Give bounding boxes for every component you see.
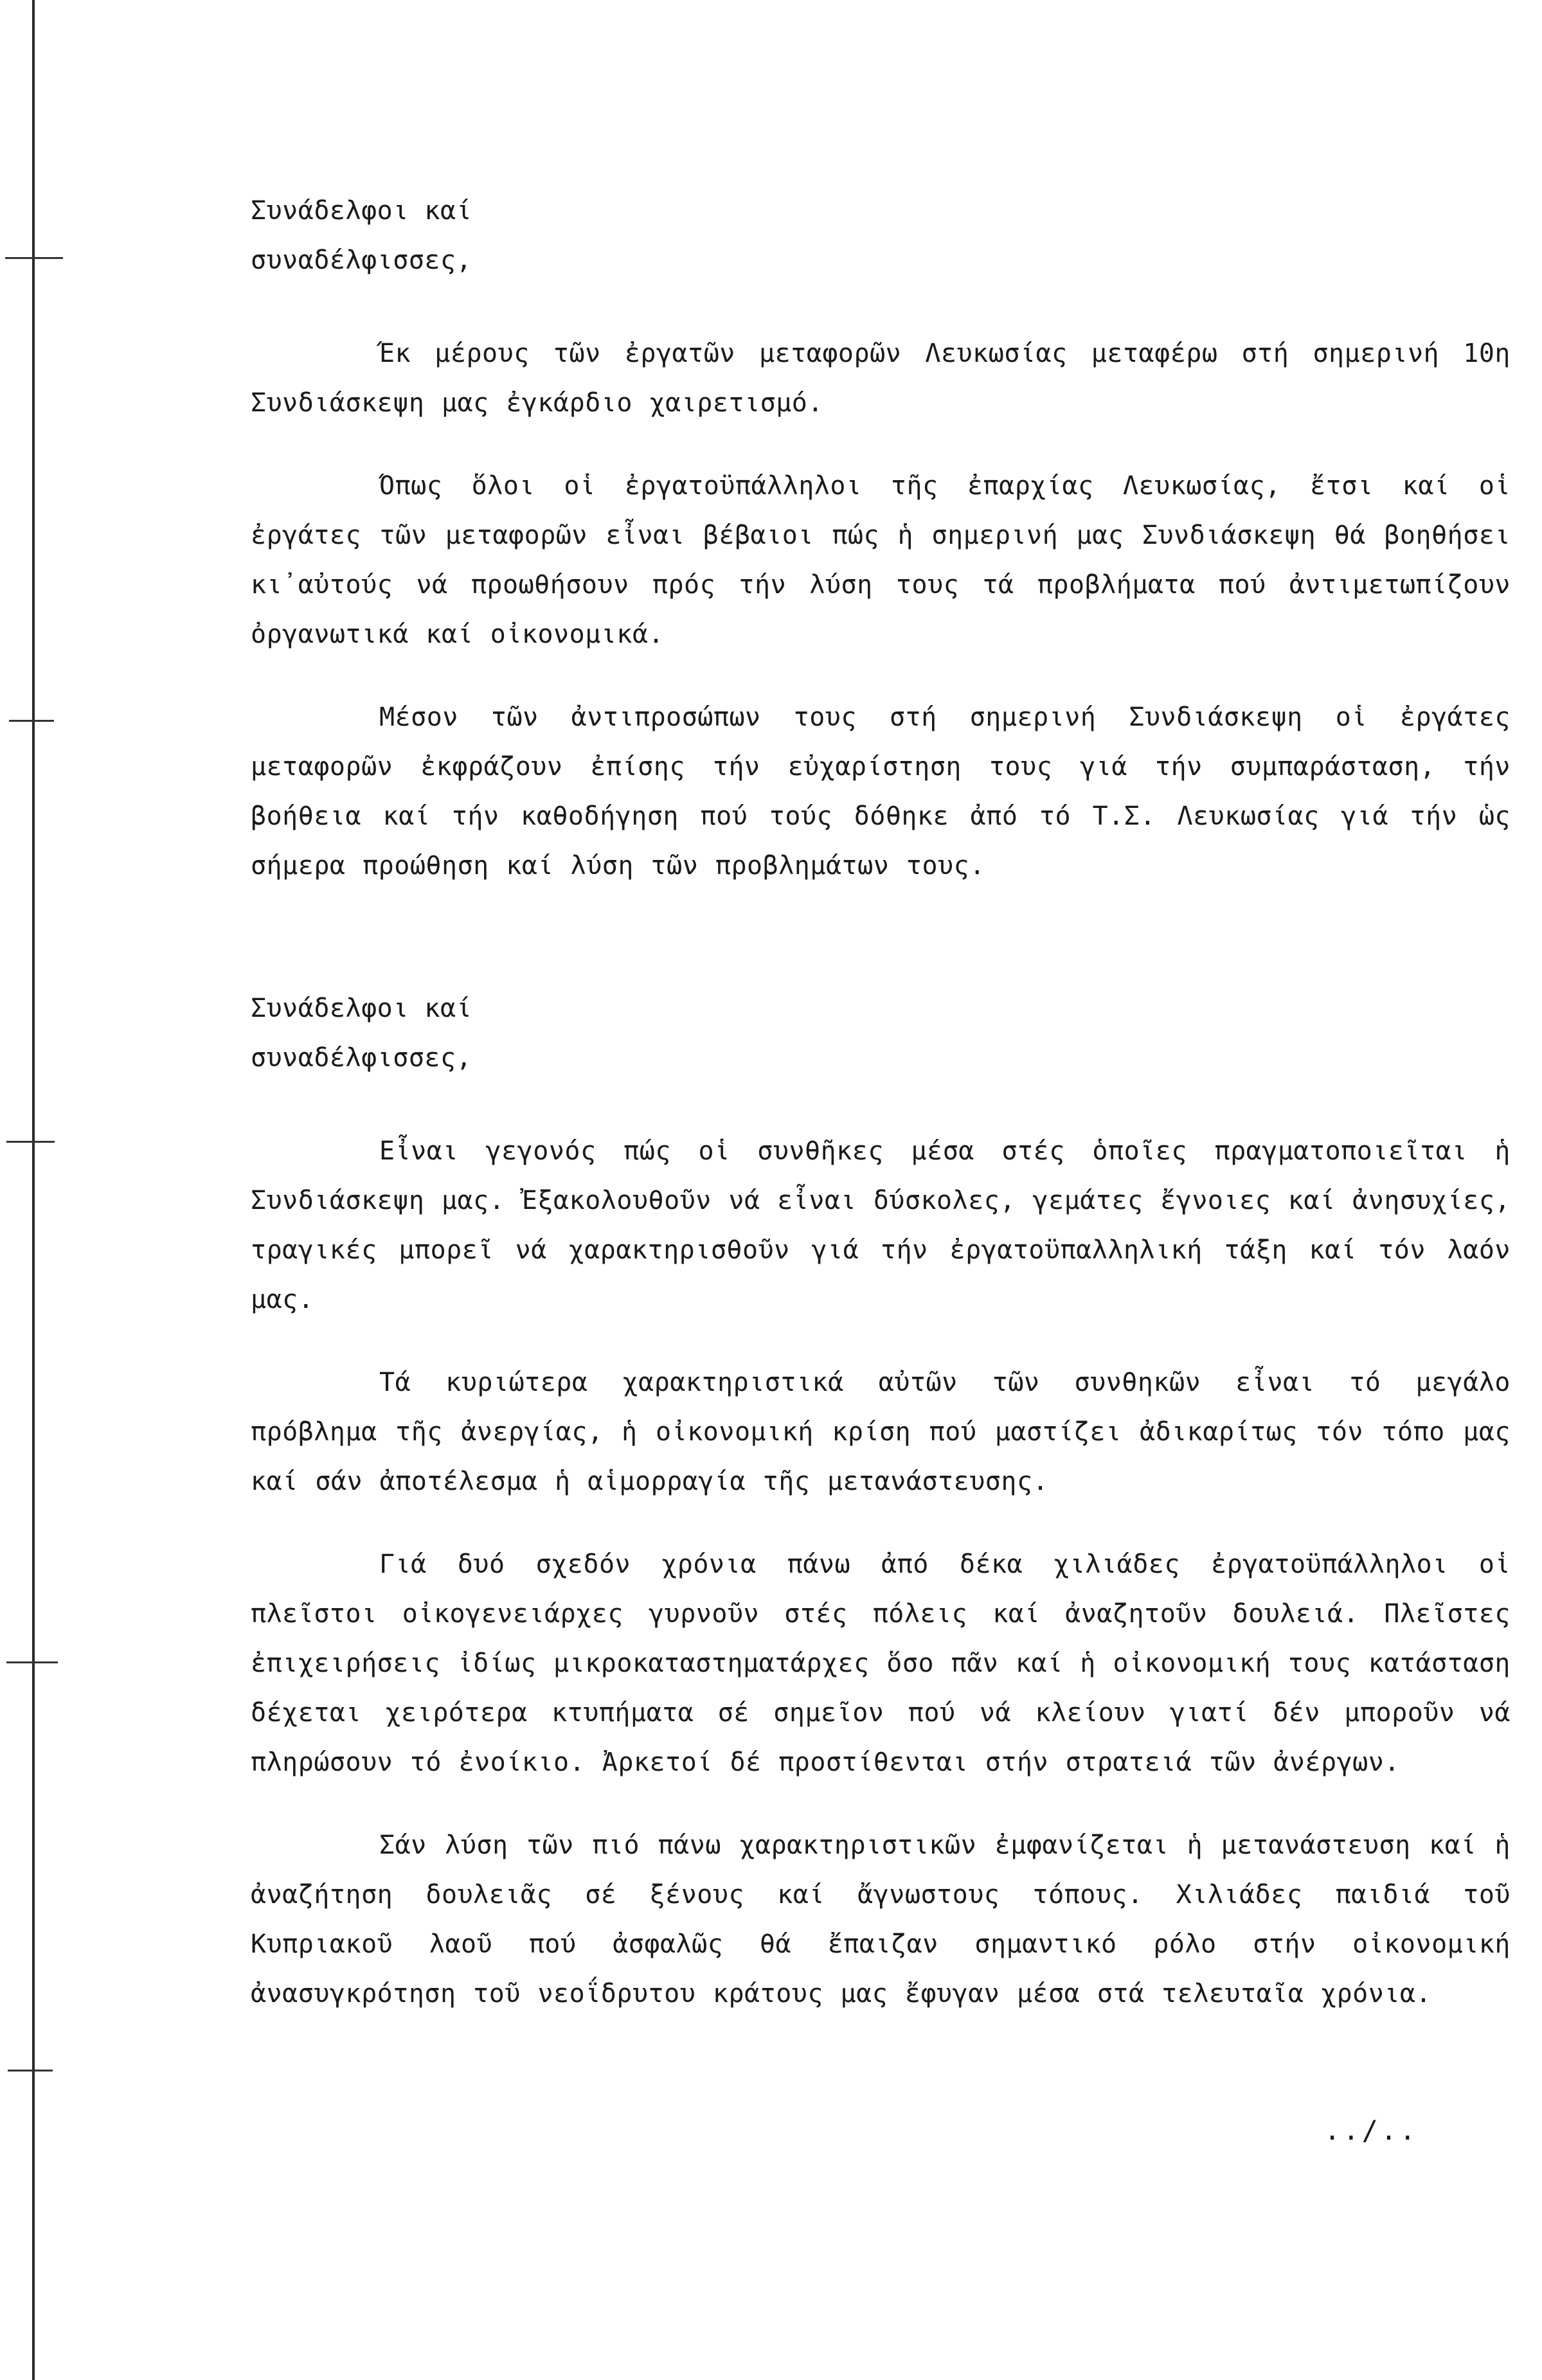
salutation-line: συναδέλφισσες, [251,1043,472,1073]
salutation [251,186,1511,285]
continuation-mark: ../.. [1324,2115,1419,2146]
salutation-line: συναδέλφισσες, [251,246,472,275]
margin-tick [6,1141,55,1143]
letter-body [251,186,1511,2019]
paragraph: Σάν λύση τῶν πιό πάνω χαρακτηριστικῶν ἐμφανίζεται ἡ μετανάστευση καί ἡ ἀναζήτηση δουλειᾶς σέ ξένους καί ἄγνωστους τόπους. Χιλιάδες παιδιά τοῦ Κυπριακοῦ λαοῦ πού ἀσφαλῶς θά ἔπαιζαν σημαντικό ρόλο στήν οἰκονομική ἀνασυγκρότηση τοῦ νεοΐδρυτου κράτους μας ἔφυγαν μέσα στά τελευταῖα χρόνια. [251,1830,1511,2009]
paragraph: Γιά δυό σχεδόν χρόνια πάνω ἀπό δέκα χιλιάδες ἐργατοϋπάλληλοι οἱ πλεῖστοι οἰκογενειάρχες γυρνοῦν στές πόλεις καί ἀναζητοῦν δουλειά. Πλεῖστες ἐπιχειρήσεις ἰδίως μικροκαταστηματάρχες ὅσο πᾶν καί ἡ οἰκονομική τους κατάσταση δέχεται χειρότερα κτυπήματα σέ σημεῖον πού νά κλείουν γιατί δέν μποροῦν νά πληρώσουν τό ἐνοίκιο. Ἀρκετοί δέ προστίθενται στήν στρατειά τῶν ἀνέργων. [251,1550,1511,1777]
salutation-line: Συνάδελφοι καί [251,994,472,1023]
paragraph: Μέσον τῶν ἀντιπροσώπων τους στή σημερινή Συνδιάσκεψη οἱ ἐργάτες μεταφορῶν ἐκφράζουν ἐπίσης τήν εὐχαρίστηση τους γιά τήν συμπαράσταση, τήν βοήθεια καί τήν καθοδήγηση πού τούς δόθηκε ἀπό τό Τ.Σ. Λευκωσίας γιά τήν ὡς σήμερα προώθηση καί λύση τῶν προβλημάτων τους. [251,702,1511,881]
salutation-line: Συνάδελφοι καί [251,196,472,226]
paragraph: Εἶναι γεγονός πώς οἱ συνθῆκες μέσα στές ὁποῖες πραγματοποιεῖται ἡ Συνδιάσκεψη μας. Ἐξακολουθοῦν νά εἶναι δύσκολες, γεμάτες ἔγνοιες καί ἀνησυχίες, τραγικές μπορεῖ νά χαρακτηρισθοῦν γιά τήν ἐργατοϋπαλληλική τάξη καί τόν λαόν μας. [251,1136,1511,1314]
margin-tick [5,257,63,259]
margin-tick [8,2070,53,2071]
margin-tick [6,1661,58,1663]
paragraph: Όπως ὅλοι οἱ ἐργατοϋπάλληλοι τῆς ἐπαρχίας Λευκωσίας, ἔτσι καί οἱ ἐργάτες τῶν μεταφορῶν εἶναι βέβαιοι πώς ἡ σημερινή μας Συνδιάσκεψη θά βοηθήσει κι᾽αὐτούς νά προωθήσουν πρός τήν λύση τους τά προβλήματα πού ἀντιμετωπίζουν ὀργανωτικά καί οἰκονομικά. [251,471,1511,649]
margin-tick [9,720,54,722]
salutation [251,984,1511,1083]
left-margin-line [32,0,35,2380]
paragraph: Έκ μέρους τῶν ἐργατῶν μεταφορῶν Λευκωσίας μεταφέρω στή σημερινή 10η Συνδιάσκεψη μας ἐγκάρδιο χαιρετισμό. [251,339,1511,418]
paragraph: Τά κυριώτερα χαρακτηριστικά αὐτῶν τῶν συνθηκῶν εἶναι τό μεγάλο πρόβλημα τῆς ἀνεργίας, ἡ οἰκονομική κρίση πού μαστίζει ἀδικαρίτως τόν τόπο μας καί σάν ἀποτέλεσμα ἡ αἱμορραγία τῆς μετανάστευσης. [251,1368,1511,1496]
